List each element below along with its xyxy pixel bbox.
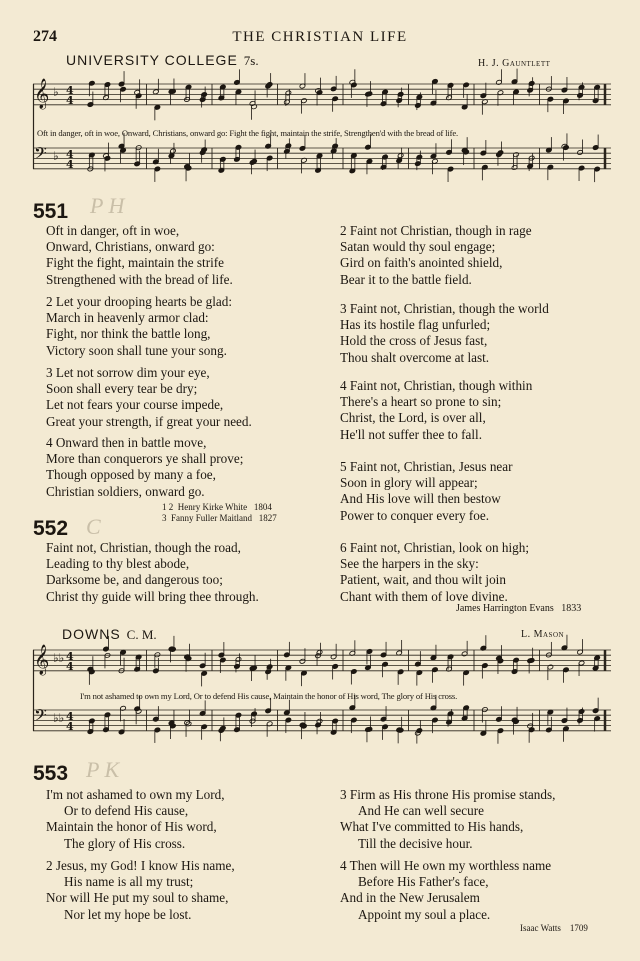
- time-signature-icon: 4: [66, 94, 74, 107]
- verse-line: He'll not suffer thee to fall.: [340, 426, 483, 442]
- staff-lyric-line: I'm not ashamed to own my Lord, Or to defend His cause, Maintain the honor of His word, The glory of His cross.: [80, 691, 458, 701]
- time-signature-icon: 4: [66, 158, 74, 171]
- time-signature-icon: 4: [66, 650, 74, 663]
- verse-line: 2 Jesus, my God! I know His name,: [46, 858, 235, 873]
- verse-line: Great your strength, if great your need.: [46, 413, 252, 429]
- verse-line: Soon shall every tear be dry;: [46, 381, 198, 397]
- stanza: [46, 540, 259, 605]
- bass-clef-icon: 𝄢: [34, 705, 47, 729]
- stanza: [340, 858, 551, 923]
- verse-line: And His love will then bestow: [340, 491, 501, 507]
- staff-lyric-line: Oft in danger, oft in woe, Onward, Christians, onward go: Fight the fight, maintain the strife, Strengthen'd with the bread of life.: [37, 128, 459, 138]
- stanza: [46, 294, 232, 359]
- verse-line: Soon in glory will appear;: [340, 475, 478, 491]
- treble-clef-icon: 𝄞: [34, 645, 50, 675]
- verse-line: Onward, Christians, onward go:: [46, 239, 215, 255]
- stanza: [46, 858, 235, 923]
- verse-line: Christ thy guide will bring thee through.: [46, 588, 259, 604]
- attribution-line: [520, 923, 588, 933]
- tune-name-label: DOWNS: [62, 626, 121, 642]
- verse-line: 4 Then will He own my worthless name: [340, 858, 552, 873]
- key-signature-icon: ♭: [53, 149, 59, 163]
- verse-line: What I've committed to His hands,: [340, 819, 524, 835]
- stanza: [340, 301, 549, 366]
- stanza: [46, 223, 233, 288]
- verse-line: Hold the cross of Jesus fast,: [340, 333, 488, 349]
- verse-line: 3 Faint not, Christian, though the world: [340, 301, 549, 316]
- verse-line: Though opposed by many a foe,: [46, 467, 216, 483]
- verse-line: The glory of His cross.: [64, 835, 186, 851]
- verse-line: Strengthened with the bread of life.: [46, 271, 233, 287]
- verse-line: Maintain the honor of His word,: [46, 819, 217, 835]
- verse-line: Satan would thy soul engage;: [340, 239, 496, 255]
- verse-line: Power to conquer every foe.: [340, 507, 490, 523]
- key-signature-icon: ♭♭: [53, 711, 65, 725]
- verse-line: See the harpers in the sky:: [340, 556, 479, 572]
- verse-line: Before His Father's face,: [358, 874, 489, 890]
- time-signature-icon: 4: [66, 84, 74, 97]
- attribution-stanzas: 1 2: [162, 502, 174, 512]
- verse-line: And He can well secure: [358, 803, 484, 819]
- tune-name-label: UNIVERSITY COLLEGE: [66, 52, 238, 68]
- verse-line: 2 Faint not Christian, though in rage: [340, 223, 532, 238]
- verse-line: And in the New Jerusalem: [340, 890, 480, 906]
- stanza: [46, 787, 225, 852]
- attribution-author: Fanny Fuller Maitland: [171, 513, 252, 523]
- key-signature-icon: ♭♭: [53, 651, 65, 665]
- verse-line: Nor let my hope be lost.: [64, 906, 192, 922]
- attribution-stanzas: 3: [162, 513, 167, 523]
- pencil-mark: P H: [90, 193, 125, 218]
- tune-composer: L. Mason: [521, 629, 565, 640]
- page-number: 274: [33, 28, 57, 45]
- verse-line: Chant with them of love divine.: [340, 588, 508, 604]
- attribution-author: Henry Kirke White: [177, 502, 248, 512]
- verse-line: 6 Faint not, Christian, look on high;: [340, 540, 530, 555]
- verse-line: Or to defend His cause,: [64, 803, 189, 819]
- pencil-mark: P K: [86, 757, 120, 782]
- verse-line: Has its hostile flag unfurled;: [340, 317, 491, 333]
- verse-line: Christian soldiers, onward go.: [46, 483, 205, 499]
- verse-line: 5 Faint not, Christian, Jesus near: [340, 459, 513, 474]
- verse-line: There's a heart so prone to sin;: [340, 394, 502, 410]
- attribution-year: 1804: [253, 502, 272, 512]
- attribution-line: [162, 513, 277, 523]
- verse-line: Fight, nor think the battle long,: [46, 326, 211, 342]
- verse-line: Let not fears your course impede,: [46, 397, 224, 413]
- time-signature-icon: 4: [66, 710, 74, 723]
- bass-clef-icon: 𝄢: [34, 143, 47, 167]
- attribution-year: 1833: [561, 603, 582, 614]
- attribution-author: Isaac Watts: [520, 923, 561, 933]
- tune-meter: C. M.: [126, 627, 157, 642]
- verse-line: Darksome be, and dangerous too;: [46, 572, 223, 588]
- tune-meter: 7s.: [243, 53, 259, 68]
- stanza: [340, 540, 529, 605]
- verse-line: 3 Let not sorrow dim your eye,: [46, 365, 210, 380]
- verse-line: Bear it to the battle field.: [340, 271, 472, 287]
- attribution-year: 1709: [569, 923, 588, 933]
- verse-line: 4 Faint not, Christian, though within: [340, 378, 533, 393]
- verse-line: Thou shalt overcome at last.: [340, 349, 490, 365]
- verse-line: Appoint my soul a place.: [358, 906, 491, 922]
- verse-line: More than conquerors ye shall prove;: [46, 451, 244, 467]
- verse-line: 2 Let your drooping hearts be glad:: [46, 294, 233, 309]
- music-score-downs: [33, 646, 611, 758]
- verse-line: Leading to thy blest abode,: [46, 556, 190, 572]
- verse-line: Gird on faith's anointed shield,: [340, 255, 503, 271]
- attribution-year: 1827: [258, 513, 277, 523]
- attribution-author: James Harrington Evans: [456, 603, 554, 614]
- stanza: [340, 223, 532, 288]
- verse-line: I'm not ashamed to own my Lord,: [46, 787, 225, 802]
- tune-composer: H. J. Gauntlett: [478, 58, 551, 69]
- verse-line: 3 Firm as His throne His promise stands,: [340, 787, 556, 802]
- stanza: [340, 378, 532, 443]
- key-signature-icon: ♭: [53, 85, 59, 99]
- verse-line: Oft in danger, oft in woe,: [46, 223, 180, 238]
- verse-line: Victory soon shall tune your song.: [46, 342, 227, 358]
- pencil-mark: C: [86, 514, 101, 539]
- verse-line: Nor will He put my soul to shame,: [46, 890, 229, 906]
- treble-clef-icon: 𝄞: [34, 79, 50, 109]
- stanza: [46, 435, 243, 500]
- running-title: THE CHRISTIAN LIFE: [232, 29, 408, 45]
- hymn-number: 551: [33, 200, 69, 223]
- verse-line: Till the decisive hour.: [358, 835, 473, 851]
- hymn-number: 552: [33, 517, 69, 540]
- tune-name-university-college: [66, 52, 259, 69]
- time-signature-icon: 4: [66, 148, 74, 161]
- verse-line: Faint not, Christian, though the road,: [46, 540, 241, 555]
- verse-line: 4 Onward then in battle move,: [46, 435, 207, 450]
- time-signature-icon: 4: [66, 720, 74, 733]
- stanza: [340, 459, 513, 524]
- hymn-number: 553: [33, 762, 69, 785]
- tune-name-downs: [62, 626, 157, 643]
- verse-line: His name is all my trust;: [64, 874, 194, 890]
- verse-line: Fight the fight, maintain the strife: [46, 255, 224, 271]
- attribution-line: [162, 502, 272, 512]
- verse-line: Patient, wait, and thou wilt join: [340, 572, 506, 588]
- verse-line: Christ, the Lord, is over all,: [340, 410, 486, 426]
- stanza: [46, 365, 252, 430]
- time-signature-icon: 4: [66, 660, 74, 673]
- attribution-line: [456, 603, 581, 614]
- verse-line: March in heavenly armor clad:: [46, 310, 209, 326]
- stanza: [340, 787, 555, 852]
